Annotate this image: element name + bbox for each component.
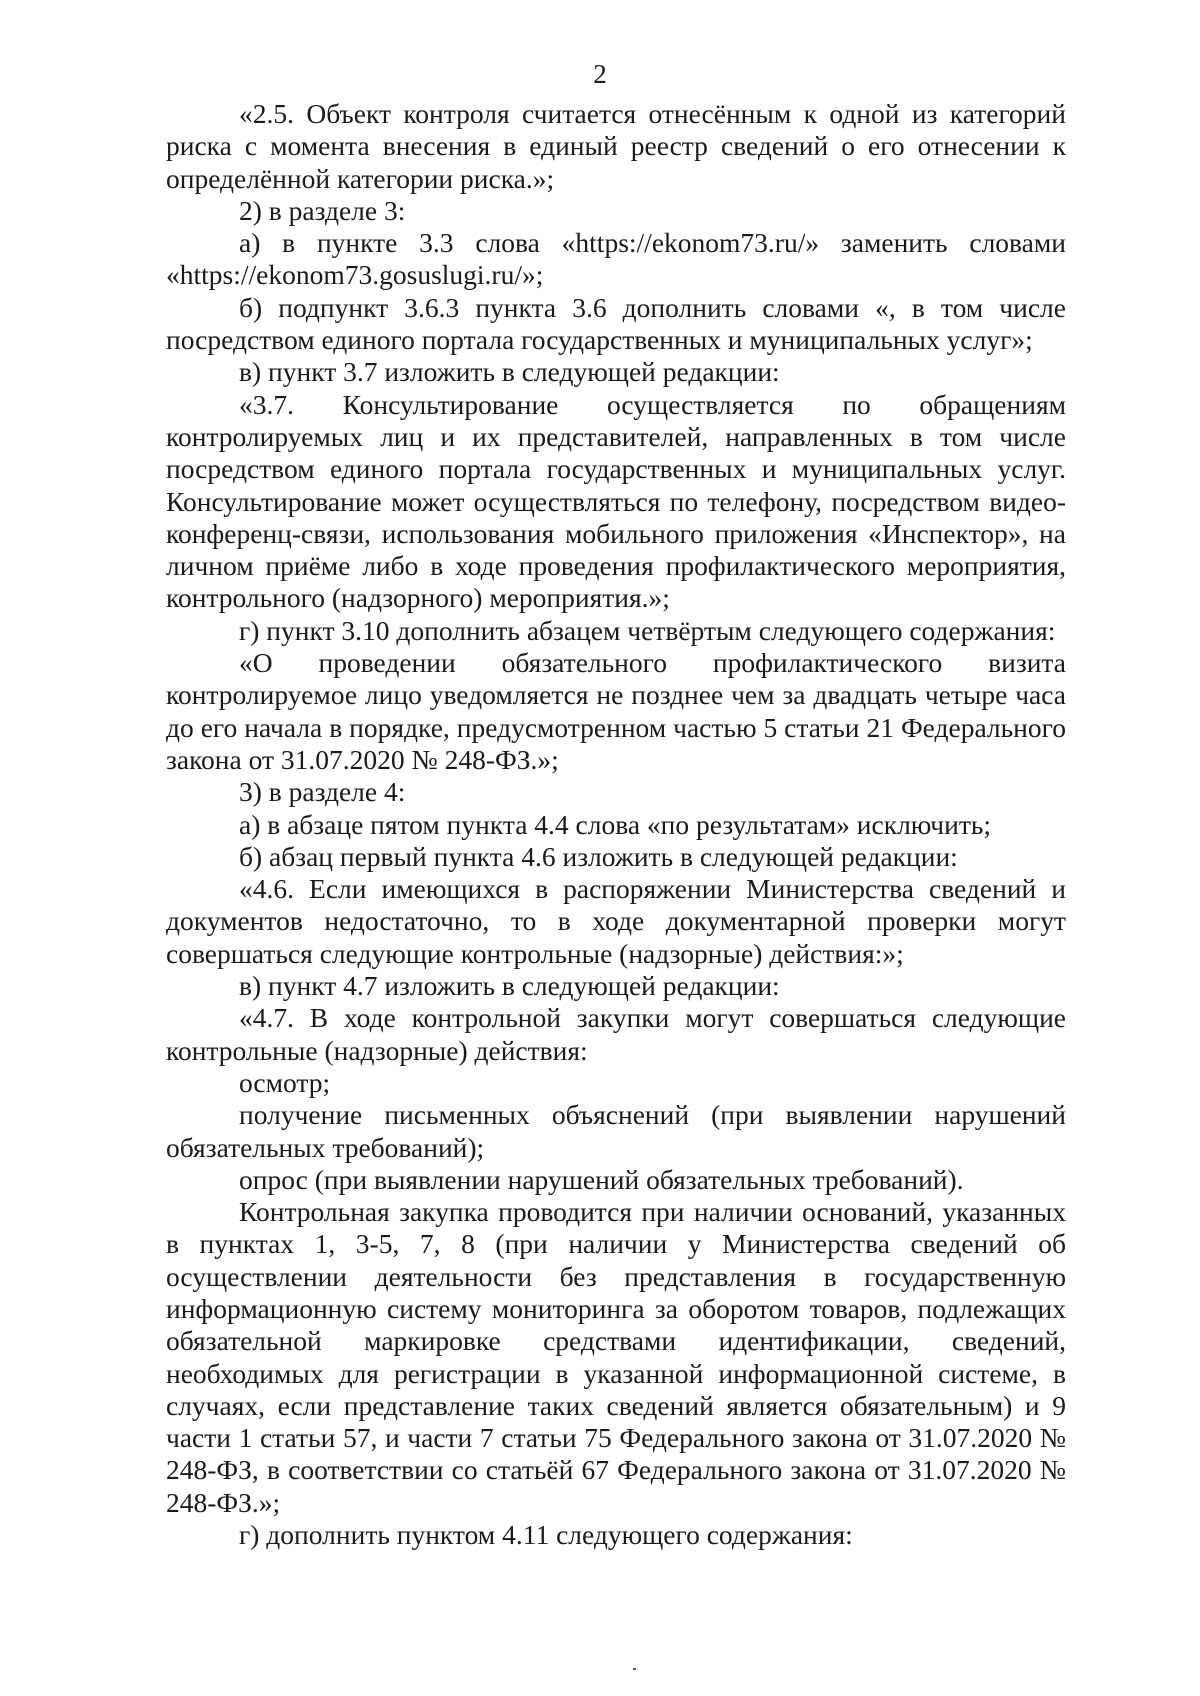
list-item-inspection: осмотр; [239, 1066, 331, 1098]
list-item-written-explanations: получение письменных объяснений (при выявлении нарушений обязательных требований); [166, 1099, 1066, 1163]
paragraph-4-4: а) в абзаце пятом пункта 4.4 слова «по результатам» исключить; [239, 808, 992, 840]
paragraph-4-11-intro: г) дополнить пунктом 4.11 следующего содержания: [239, 1519, 853, 1551]
paragraph-3-10-intro: г) пункт 3.10 дополнить абзацем четвёртым следующего содержания: [239, 614, 1056, 646]
paragraph-3-6-3: б) подпункт 3.6.3 пункта 3.6 дополнить словами «, в том числе посредством единого портала государственных и муниципальных услуг»; [166, 291, 1066, 356]
list-item-survey: опрос (при выявлении нарушений обязательных требований). [239, 1163, 964, 1195]
page-number: 2 [593, 59, 607, 89]
paragraph-3-7: «3.7. Консультирование осуществляется по обращениям контролируемых лиц и их представителей, направленных в том числе посредством единого портала государственных и муниципальных услуг. Консультирование может осуществляться по телефону, посредством видео-конференц-связи, использования мобильного приложения «Инспектор», на личном приёме либо в ходе проведения профилактического мероприятия, контрольного (надзорного) мероприятия.»; [166, 388, 1066, 614]
paragraph-3-7-intro: в) пункт 3.7 изложить в следующей редакции: [239, 356, 780, 388]
paragraph-section-3: 2) в разделе 3: [239, 194, 406, 226]
paragraph-4-6: «4.6. Если имеющихся в распоряжении Министерства сведений и документов недостаточно, то в ходе документарной проверки могут совершаться следующие контрольные (надзорные) действия:»; [166, 873, 1066, 969]
paragraph-3-3: а) в пункте 3.3 слова «https://ekonom73.ru/» заменить словами «https://ekonom73.gosuslugi.ru/»; [166, 227, 1066, 291]
document-body [166, 98, 1066, 1551]
paragraph-4-7: «4.7. В ходе контрольной закупки могут совершаться следующие контрольные (надзорные) действия: [166, 1002, 1066, 1066]
paragraph-4-7-intro: в) пункт 4.7 изложить в следующей редакции: [239, 970, 780, 1002]
paragraph-control-purchase: Контрольная закупка проводится при наличии оснований, указанных в пунктах 1, 3-5, 7, 8 (при наличии у Министерства сведений об осуществлении деятельности без представления в государственную информационную систему мониторинга за оборотом товаров, подлежащих обязательной маркировке средствами идентификации, сведений, необходимых для регистрации в указанной информационной системе, в случаях, если представление таких сведений является обязательным) и 9 части 1 статьи 57, и части 7 статьи 75 Федерального закона от 31.07.2020 № 248-ФЗ, в соответствии со статьёй 67 Федерального закона от 31.07.2020 № 248-ФЗ.»; [166, 1196, 1066, 1518]
paragraph-2-5: «2.5. Объект контроля считается отнесённым к одной из категорий риска с момента внесения в единый реестр сведений о его отнесении к определённой категории риска.»; [166, 98, 1066, 194]
paragraph-3-10: «О проведении обязательного профилактического визита контролируемое лицо уведомляется не позднее чем за двадцать четыре часа до его начала в порядке, предусмотренном частью 5 статьи 21 Федерального закона от 31.07.2020 № 248-ФЗ.»; [166, 647, 1066, 775]
paragraph-section-4: 3) в разделе 4: [239, 776, 406, 808]
scan-speck [633, 1668, 636, 1670]
paragraph-4-6-intro: б) абзац первый пункта 4.6 изложить в следующей редакции: [239, 840, 958, 872]
